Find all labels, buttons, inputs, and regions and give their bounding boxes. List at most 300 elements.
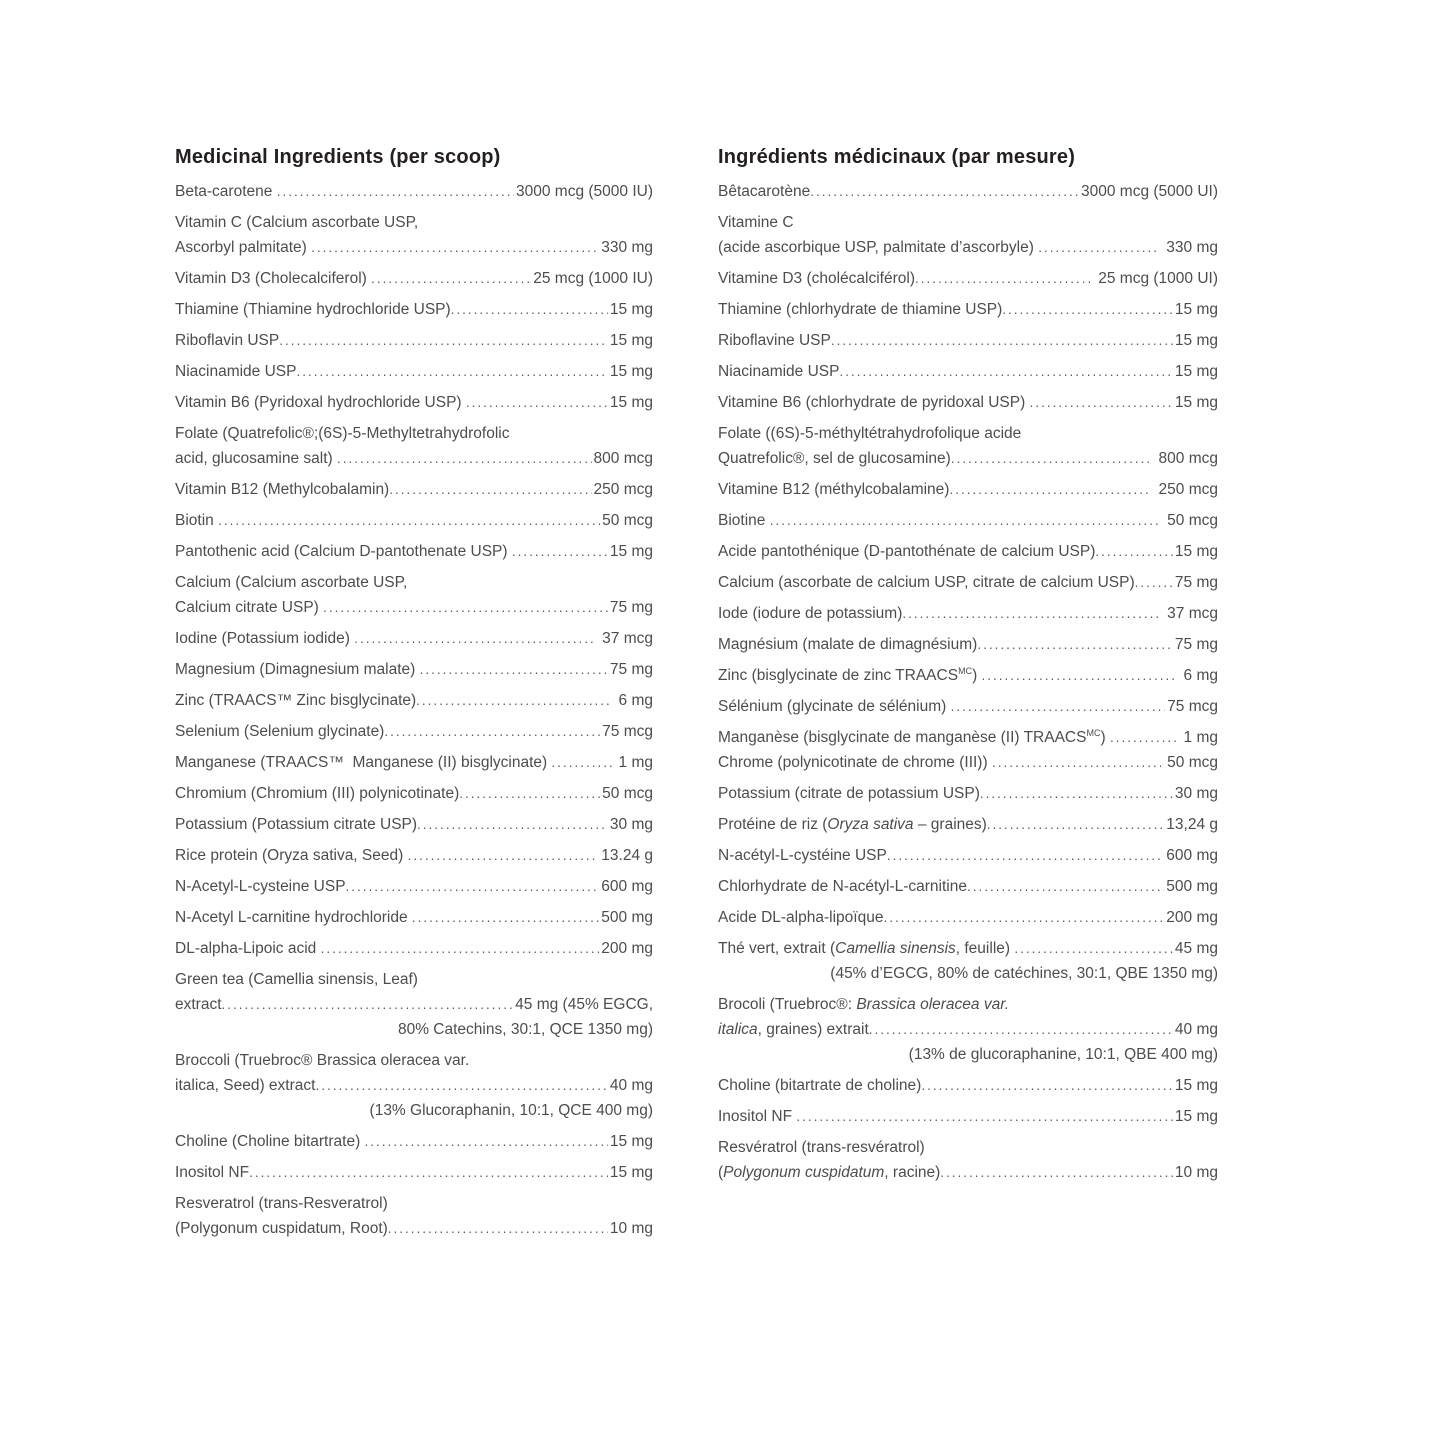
ingredient-row xyxy=(175,750,653,775)
ingredient-leader-line xyxy=(175,905,653,930)
dot-leader xyxy=(337,446,592,471)
ingredient-amount: 75 mg xyxy=(1174,574,1218,591)
ingredient-leader-line xyxy=(718,874,1218,899)
dot-leader xyxy=(839,359,1172,384)
ingredient-name: (Polygonum cuspidatum, Root) xyxy=(175,1220,388,1237)
ingredient-name: Pantothenic acid (Calcium D-pantothenate USP) xyxy=(175,543,512,560)
ingredient-leader-line xyxy=(718,663,1218,688)
ingredient-row xyxy=(718,1135,1218,1185)
ingredient-row xyxy=(718,266,1218,291)
ingredient-name: N-Acetyl L-carnitine hydrochloride xyxy=(175,909,412,926)
ingredient-leader-line xyxy=(718,1160,1218,1185)
ingredient-amount: 50 mcg xyxy=(1162,754,1218,771)
ingredient-amount: 75 mg xyxy=(609,599,653,616)
ingredient-name: Protéine de riz (Oryza sativa – graines) xyxy=(718,816,987,833)
ingredient-name: Biotine xyxy=(718,512,770,529)
dot-leader xyxy=(420,657,608,682)
dot-leader xyxy=(279,328,608,353)
dot-leader xyxy=(940,1160,1173,1185)
ingredient-leader-line xyxy=(718,1073,1218,1098)
column-title-english: Medicinal Ingredients (per scoop) xyxy=(175,146,501,168)
ingredient-leader-line xyxy=(175,235,653,260)
ingredient-row xyxy=(718,750,1218,775)
ingredient-amount: 3000 mcg (5000 UI) xyxy=(1081,183,1218,200)
ingredient-amount: 15 mg xyxy=(1174,301,1218,318)
ingredient-leader-line xyxy=(718,1104,1218,1129)
ingredient-amount: 3000 mcg (5000 IU) xyxy=(516,183,653,200)
ingredient-amount: 500 mg xyxy=(601,909,653,926)
ingredient-row xyxy=(175,266,653,291)
ingredient-row xyxy=(175,297,653,322)
ingredient-row xyxy=(718,539,1218,564)
ingredient-leader-line xyxy=(175,508,653,533)
ingredient-amount: 15 mg xyxy=(609,543,653,560)
ingredient-amount: 15 mg xyxy=(609,301,653,318)
ingredient-row xyxy=(175,328,653,353)
ingredient-amount: 75 mcg xyxy=(1167,698,1218,715)
ingredient-row xyxy=(718,1073,1218,1098)
ingredient-name: Acide pantothénique (D-pantothénate de calcium USP) xyxy=(718,543,1096,560)
dot-leader xyxy=(384,719,600,744)
ingredient-amount: 800 mcg xyxy=(1154,450,1218,467)
ingredient-name: Magnésium (malate de dimagnésium) xyxy=(718,636,978,653)
ingredient-row xyxy=(718,601,1218,626)
ingredient-leader-line xyxy=(175,657,653,682)
dot-leader xyxy=(967,874,1164,899)
ingredient-amount: 25 mcg (1000 IU) xyxy=(533,270,653,287)
ingredient-name: (acide ascorbique USP, palmitate d’ascorbyle) xyxy=(718,239,1039,256)
ingredient-row xyxy=(175,508,653,533)
ingredient-row xyxy=(718,632,1218,657)
ingredient-amount: 50 mcg xyxy=(602,785,653,802)
ingredient-leader-line xyxy=(175,297,653,322)
ingredient-row xyxy=(718,570,1218,595)
ingredient-row xyxy=(175,477,653,502)
ingredient-name: Thiamine (chlorhydrate de thiamine USP) xyxy=(718,301,1003,318)
ingredient-row xyxy=(175,570,653,620)
ingredient-leader-line xyxy=(175,874,653,899)
ingredient-row xyxy=(175,1160,653,1185)
ingredient-leader-line xyxy=(718,390,1218,415)
dot-leader xyxy=(222,992,514,1017)
ingredient-amount: 75 mg xyxy=(1174,636,1218,653)
ingredient-leader-line xyxy=(175,1216,653,1241)
dot-leader xyxy=(1135,570,1173,595)
ingredient-amount: 250 mcg xyxy=(593,481,653,498)
dot-leader xyxy=(321,936,600,961)
ingredient-name: N-Acetyl-L-cysteine USP xyxy=(175,878,346,895)
ingredient-name: Magnesium (Dimagnesium malate) xyxy=(175,661,420,678)
dot-leader xyxy=(887,843,1164,868)
ingredient-name-line: Vitamin C (Calcium ascorbate USP, xyxy=(175,214,419,231)
ingredient-amount: 37 mcg xyxy=(1162,605,1218,622)
ingredient-amount: 330 mg xyxy=(1161,239,1218,256)
ingredient-name: Manganèse (bisglycinate de manganèse (II) $TRAACS^{MC}$) xyxy=(718,727,1110,746)
ingredient-name: Vitamin B6 (Pyridoxal hydrochloride USP) xyxy=(175,394,466,411)
ingredient-row xyxy=(718,843,1218,868)
ingredient-amount: 250 mcg xyxy=(1154,481,1218,498)
ingredient-name: Niacinamide USP xyxy=(718,363,840,380)
ingredient-row xyxy=(175,657,653,682)
ingredient-row xyxy=(718,390,1218,415)
ingredient-name: Manganese (TRAACS™ Manganese (II) bisglycinate) xyxy=(175,754,552,771)
ingredient-name: Niacinamide USP xyxy=(175,363,297,380)
dot-leader xyxy=(949,477,1152,502)
dot-leader xyxy=(977,632,1173,657)
ingredient-amount: 15 mg xyxy=(1174,332,1218,349)
ingredient-leader-line xyxy=(175,1129,653,1154)
dot-leader xyxy=(388,1216,608,1241)
ingredient-name: DL-alpha-Lipoic acid xyxy=(175,940,321,957)
dot-leader xyxy=(992,750,1161,775)
ingredient-amount-detail: (13% Glucoraphanin, 10:1, QCE 400 mg) xyxy=(369,1102,653,1119)
ingredient-leader-line xyxy=(718,570,1218,595)
dot-leader xyxy=(412,905,599,930)
dot-leader xyxy=(915,266,1092,291)
ingredient-row xyxy=(175,210,653,260)
ingredient-name: Calcium (ascorbate de calcium USP, citrate de calcium USP) xyxy=(718,574,1135,591)
ingredient-leader-line xyxy=(718,725,1218,750)
ingredient-row xyxy=(175,936,653,961)
ingredient-list-french xyxy=(718,179,1218,1185)
dot-leader xyxy=(810,179,1079,204)
ingredient-amount: 75 mg xyxy=(609,661,653,678)
ingredient-leader-line xyxy=(718,694,1218,719)
ingredient-leader-line xyxy=(718,359,1218,384)
ingredient-name: Selenium (Selenium glycinate) xyxy=(175,723,385,740)
ingredient-leader-line xyxy=(718,235,1218,260)
ingredient-leader-line xyxy=(718,601,1218,626)
ingredient-amount: 200 mg xyxy=(1166,909,1218,926)
ingredient-name-line: Folate ((6S)-5-méthyltétrahydrofolique acide xyxy=(718,425,1022,442)
ingredient-name: Ascorbyl palmitate) xyxy=(175,239,312,256)
dot-leader xyxy=(982,663,1178,688)
dot-leader xyxy=(987,812,1164,837)
ingredient-amount: 13,24 g xyxy=(1166,816,1218,833)
ingredient-leader-line xyxy=(175,688,653,713)
ingredient-leader-line xyxy=(718,812,1218,837)
ingredient-name: Choline (bitartrate de choline) xyxy=(718,1077,922,1094)
ingredient-amount: 6 mg xyxy=(1179,667,1218,684)
ingredient-name: Thiamine (Thiamine hydrochloride USP) xyxy=(175,301,451,318)
ingredient-row xyxy=(718,781,1218,806)
dot-leader xyxy=(951,446,1152,471)
ingredient-name: Inositol NF xyxy=(718,1108,797,1125)
ingredient-amount: 15 mg xyxy=(1174,363,1218,380)
ingredient-leader-line xyxy=(718,1017,1218,1042)
ingredient-amount: 800 mcg xyxy=(593,450,653,467)
dot-leader xyxy=(1014,936,1173,961)
ingredient-name-line: Vitamine C xyxy=(718,214,794,231)
ingredient-amount: 15 mg xyxy=(1174,394,1218,411)
ingredient-row xyxy=(175,719,653,744)
ingredient-leader-line xyxy=(175,595,653,620)
ingredient-name: Iode (iodure de potassium) xyxy=(718,605,903,622)
ingredient-leader-line xyxy=(718,266,1218,291)
ingredient-list-english xyxy=(175,179,653,1241)
ingredient-leader-line xyxy=(718,539,1218,564)
ingredient-name: Potassium (Potassium citrate USP) xyxy=(175,816,418,833)
ingredient-amount: 15 mg xyxy=(1174,1108,1218,1125)
ingredient-leader-line xyxy=(175,328,653,353)
ingredient-amount: 15 mg xyxy=(609,394,653,411)
ingredient-name-line: Brocoli (Truebroc®: Brassica oleracea var. xyxy=(718,996,1010,1013)
ingredient-row xyxy=(718,905,1218,930)
ingredient-name: Acide DL-alpha-lipoïque xyxy=(718,909,884,926)
ingredient-row xyxy=(175,967,653,1042)
ingredient-name: extract xyxy=(175,996,222,1013)
dot-leader xyxy=(354,626,596,651)
dot-leader xyxy=(315,1073,607,1098)
ingredient-name: Zinc (bisglycinate de zinc $TRAACS^{MC}$) xyxy=(718,665,982,684)
ingredient-name: Zinc (TRAACS™ Zinc bisglycinate) xyxy=(175,692,417,709)
ingredient-name: Calcium citrate USP) xyxy=(175,599,324,616)
dot-leader xyxy=(466,390,608,415)
ingredient-amount: 45 mg xyxy=(1174,940,1218,957)
ingredient-leader-line xyxy=(718,508,1218,533)
ingredient-name-line: Folate (Quatrefolic®;(6S)-5-Methyltetrahydrofolic xyxy=(175,425,510,442)
ingredient-row xyxy=(718,210,1218,260)
ingredient-amount: 6 mg xyxy=(614,692,653,709)
ingredient-amount: 15 mg xyxy=(1174,543,1218,560)
ingredient-amount: 30 mg xyxy=(609,816,653,833)
ingredient-leader-line xyxy=(718,328,1218,353)
ingredient-row xyxy=(175,359,653,384)
dot-leader xyxy=(831,328,1173,353)
ingredient-amount: 15 mg xyxy=(609,332,653,349)
ingredient-row xyxy=(718,694,1218,719)
ingredient-name: Vitamine B6 (chlorhydrate de pyridoxal USP) xyxy=(718,394,1030,411)
ingredient-amount: 200 mg xyxy=(601,940,653,957)
ingredient-name-line: Green tea (Camellia sinensis, Leaf) xyxy=(175,971,418,988)
ingredient-amount: 45 mg (45% EGCG, xyxy=(515,996,653,1013)
ingredient-row xyxy=(175,390,653,415)
ingredient-row xyxy=(175,781,653,806)
ingredient-amount: 40 mg xyxy=(1174,1021,1218,1038)
dot-leader xyxy=(451,297,608,322)
ingredient-name: Bêtacarotène xyxy=(718,183,811,200)
dot-leader xyxy=(249,1160,608,1185)
ingredient-amount: 15 mg xyxy=(1174,1077,1218,1094)
dot-leader xyxy=(459,781,600,806)
ingredient-name: (Polygonum cuspidatum, racine) xyxy=(718,1164,941,1181)
dot-leader xyxy=(1095,539,1173,564)
ingredient-row xyxy=(175,421,653,471)
ingredient-name: Iodine (Potassium iodide) xyxy=(175,630,355,647)
ingredient-amount: 37 mcg xyxy=(597,630,653,647)
ingredient-row xyxy=(718,359,1218,384)
ingredient-row xyxy=(718,874,1218,899)
ingredient-row xyxy=(175,812,653,837)
ingredient-amount: 500 mg xyxy=(1166,878,1218,895)
ingredient-leader-line xyxy=(718,477,1218,502)
ingredient-leader-line xyxy=(175,843,653,868)
ingredient-leader-line xyxy=(175,390,653,415)
ingredient-row xyxy=(175,1048,653,1123)
dot-leader xyxy=(980,781,1173,806)
ingredient-leader-line xyxy=(718,750,1218,775)
ingredient-amount: 40 mg xyxy=(609,1077,653,1094)
ingredients-column-french xyxy=(718,145,1218,1191)
ingredient-row xyxy=(175,905,653,930)
ingredient-amount: 600 mg xyxy=(601,878,653,895)
ingredient-row xyxy=(175,179,653,204)
ingredient-name: Riboflavin USP xyxy=(175,332,280,349)
ingredient-amount: 25 mcg (1000 UI) xyxy=(1093,270,1218,287)
ingredient-amount: 10 mg xyxy=(1174,1164,1218,1181)
dot-leader xyxy=(365,1129,608,1154)
ingredient-name: Vitamine D3 (cholécalciférol) xyxy=(718,270,915,287)
ingredient-name: Beta-carotene xyxy=(175,183,277,200)
column-title-french: Ingrédients médicinaux (par mesure) xyxy=(718,146,1076,168)
ingredients-column-english xyxy=(175,145,653,1247)
ingredient-name: Sélénium (glycinate de sélénium) xyxy=(718,698,951,715)
ingredient-amount: 75 mcg xyxy=(602,723,653,740)
dot-leader xyxy=(1030,390,1173,415)
ingredient-amount: 50 mcg xyxy=(602,512,653,529)
ingredient-row xyxy=(718,936,1218,986)
dot-leader xyxy=(417,812,608,837)
ingredient-name: Riboflavine USP xyxy=(718,332,831,349)
ingredient-row xyxy=(718,812,1218,837)
ingredient-name: italica, Seed) extract xyxy=(175,1077,316,1094)
dot-leader xyxy=(416,688,612,713)
dot-leader xyxy=(371,266,531,291)
ingredient-leader-line xyxy=(175,992,653,1017)
ingredient-row xyxy=(718,297,1218,322)
ingredient-amount: 15 mg xyxy=(609,1133,653,1150)
dot-leader xyxy=(1110,725,1177,750)
ingredient-row xyxy=(175,1129,653,1154)
dot-leader xyxy=(277,179,514,204)
ingredient-leader-line xyxy=(175,179,653,204)
ingredient-leader-line xyxy=(175,781,653,806)
dot-leader xyxy=(346,874,600,899)
ingredient-name: N-acétyl-L-cystéine USP xyxy=(718,847,887,864)
ingredient-name-line: Resvératrol (trans-resvératrol) xyxy=(718,1139,925,1156)
ingredient-leader-line xyxy=(175,936,653,961)
ingredient-amount: 30 mg xyxy=(1174,785,1218,802)
ingredient-leader-line xyxy=(175,446,653,471)
ingredient-name: Chromium (Chromium (III) polynicotinate) xyxy=(175,785,460,802)
ingredient-amount: 330 mg xyxy=(601,239,653,256)
ingredient-leader-line xyxy=(175,1073,653,1098)
ingredient-leader-line xyxy=(718,179,1218,204)
dot-leader xyxy=(311,235,599,260)
dot-leader xyxy=(512,539,608,564)
ingredient-leader-line xyxy=(718,843,1218,868)
ingredient-row xyxy=(718,663,1218,688)
ingredient-name: Chrome (polynicotinate de chrome (III)) xyxy=(718,754,992,771)
dot-leader xyxy=(408,843,595,868)
ingredient-name: Choline (Choline bitartrate) xyxy=(175,1133,365,1150)
ingredient-amount: 15 mg xyxy=(609,1164,653,1181)
ingredient-leader-line xyxy=(718,446,1218,471)
dot-leader xyxy=(921,1073,1173,1098)
ingredient-amount-detail: 80% Catechins, 30:1, QCE 1350 mg) xyxy=(397,1021,653,1038)
ingredient-name: Potassium (citrate de potassium USP) xyxy=(718,785,980,802)
ingredient-row xyxy=(718,421,1218,471)
ingredient-leader-line xyxy=(175,1160,653,1185)
ingredient-leader-line xyxy=(718,781,1218,806)
ingredient-name: Vitamin D3 (Cholecalciferol) xyxy=(175,270,372,287)
ingredient-row xyxy=(718,328,1218,353)
ingredient-leader-line xyxy=(718,632,1218,657)
dot-leader xyxy=(389,477,591,502)
ingredient-amount: 1 mg xyxy=(614,754,653,771)
ingredient-name: Chlorhydrate de N-acétyl-L-carnitine xyxy=(718,878,967,895)
ingredient-row xyxy=(175,539,653,564)
ingredient-leader-line xyxy=(718,936,1218,961)
ingredient-row xyxy=(718,992,1218,1067)
dot-leader xyxy=(951,694,1166,719)
ingredient-leader-line xyxy=(175,750,653,775)
dot-leader xyxy=(218,508,600,533)
ingredient-row xyxy=(718,508,1218,533)
ingredient-row xyxy=(718,725,1218,750)
ingredient-name-line: Resveratrol (trans-Resveratrol) xyxy=(175,1195,388,1212)
dot-leader xyxy=(796,1104,1173,1129)
ingredient-leader-line xyxy=(175,626,653,651)
ingredient-amount: 10 mg xyxy=(609,1220,653,1237)
ingredient-amount-detail: (13% de glucoraphanine, 10:1, QBE 400 mg) xyxy=(908,1046,1218,1063)
ingredient-row xyxy=(718,179,1218,204)
ingredient-leader-line xyxy=(175,539,653,564)
ingredient-leader-line xyxy=(175,719,653,744)
dot-leader xyxy=(902,601,1160,626)
dot-leader xyxy=(551,750,612,775)
ingredient-leader-line xyxy=(718,297,1218,322)
dot-leader xyxy=(883,905,1164,930)
ingredient-amount: 1 mg xyxy=(1179,729,1218,746)
ingredient-amount: 600 mg xyxy=(1166,847,1218,864)
ingredient-leader-line xyxy=(175,812,653,837)
ingredient-name: Rice protein (Oryza sativa, Seed) xyxy=(175,847,408,864)
ingredient-row xyxy=(175,688,653,713)
ingredient-amount-detail: (45% d’EGCG, 80% de catéchines, 30:1, QBE 1350 mg) xyxy=(830,965,1218,982)
ingredient-name-line: Calcium (Calcium ascorbate USP, xyxy=(175,574,408,591)
ingredient-name: Vitamine B12 (méthylcobalamine) xyxy=(718,481,950,498)
ingredient-name: italica, graines) extrait xyxy=(718,1021,869,1038)
dot-leader xyxy=(296,359,607,384)
ingredient-name: Thé vert, extrait (Camellia sinensis, feuille) xyxy=(718,940,1015,957)
ingredient-amount: 13.24 g xyxy=(596,847,653,864)
dot-leader xyxy=(770,508,1161,533)
ingredient-row xyxy=(175,874,653,899)
ingredient-row xyxy=(175,1191,653,1241)
ingredient-row xyxy=(175,626,653,651)
dot-leader xyxy=(869,1017,1173,1042)
ingredient-row xyxy=(718,1104,1218,1129)
ingredient-leader-line xyxy=(718,905,1218,930)
ingredient-name: Inositol NF xyxy=(175,1164,250,1181)
ingredient-amount: 50 mcg xyxy=(1162,512,1218,529)
ingredient-leader-line xyxy=(175,359,653,384)
ingredient-row xyxy=(718,477,1218,502)
ingredient-row xyxy=(175,843,653,868)
dot-leader xyxy=(1002,297,1173,322)
dot-leader xyxy=(1038,235,1160,260)
ingredient-name: acid, glucosamine salt) xyxy=(175,450,337,467)
ingredient-amount: 15 mg xyxy=(609,363,653,380)
ingredient-name: Quatrefolic®, sel de glucosamine) xyxy=(718,450,951,467)
ingredient-leader-line xyxy=(175,266,653,291)
ingredient-name-line: Broccoli (Truebroc® Brassica oleracea var. xyxy=(175,1052,470,1069)
ingredient-leader-line xyxy=(175,477,653,502)
ingredient-name: Vitamin B12 (Methylcobalamin) xyxy=(175,481,390,498)
ingredient-name: Biotin xyxy=(175,512,219,529)
dot-leader xyxy=(323,595,608,620)
